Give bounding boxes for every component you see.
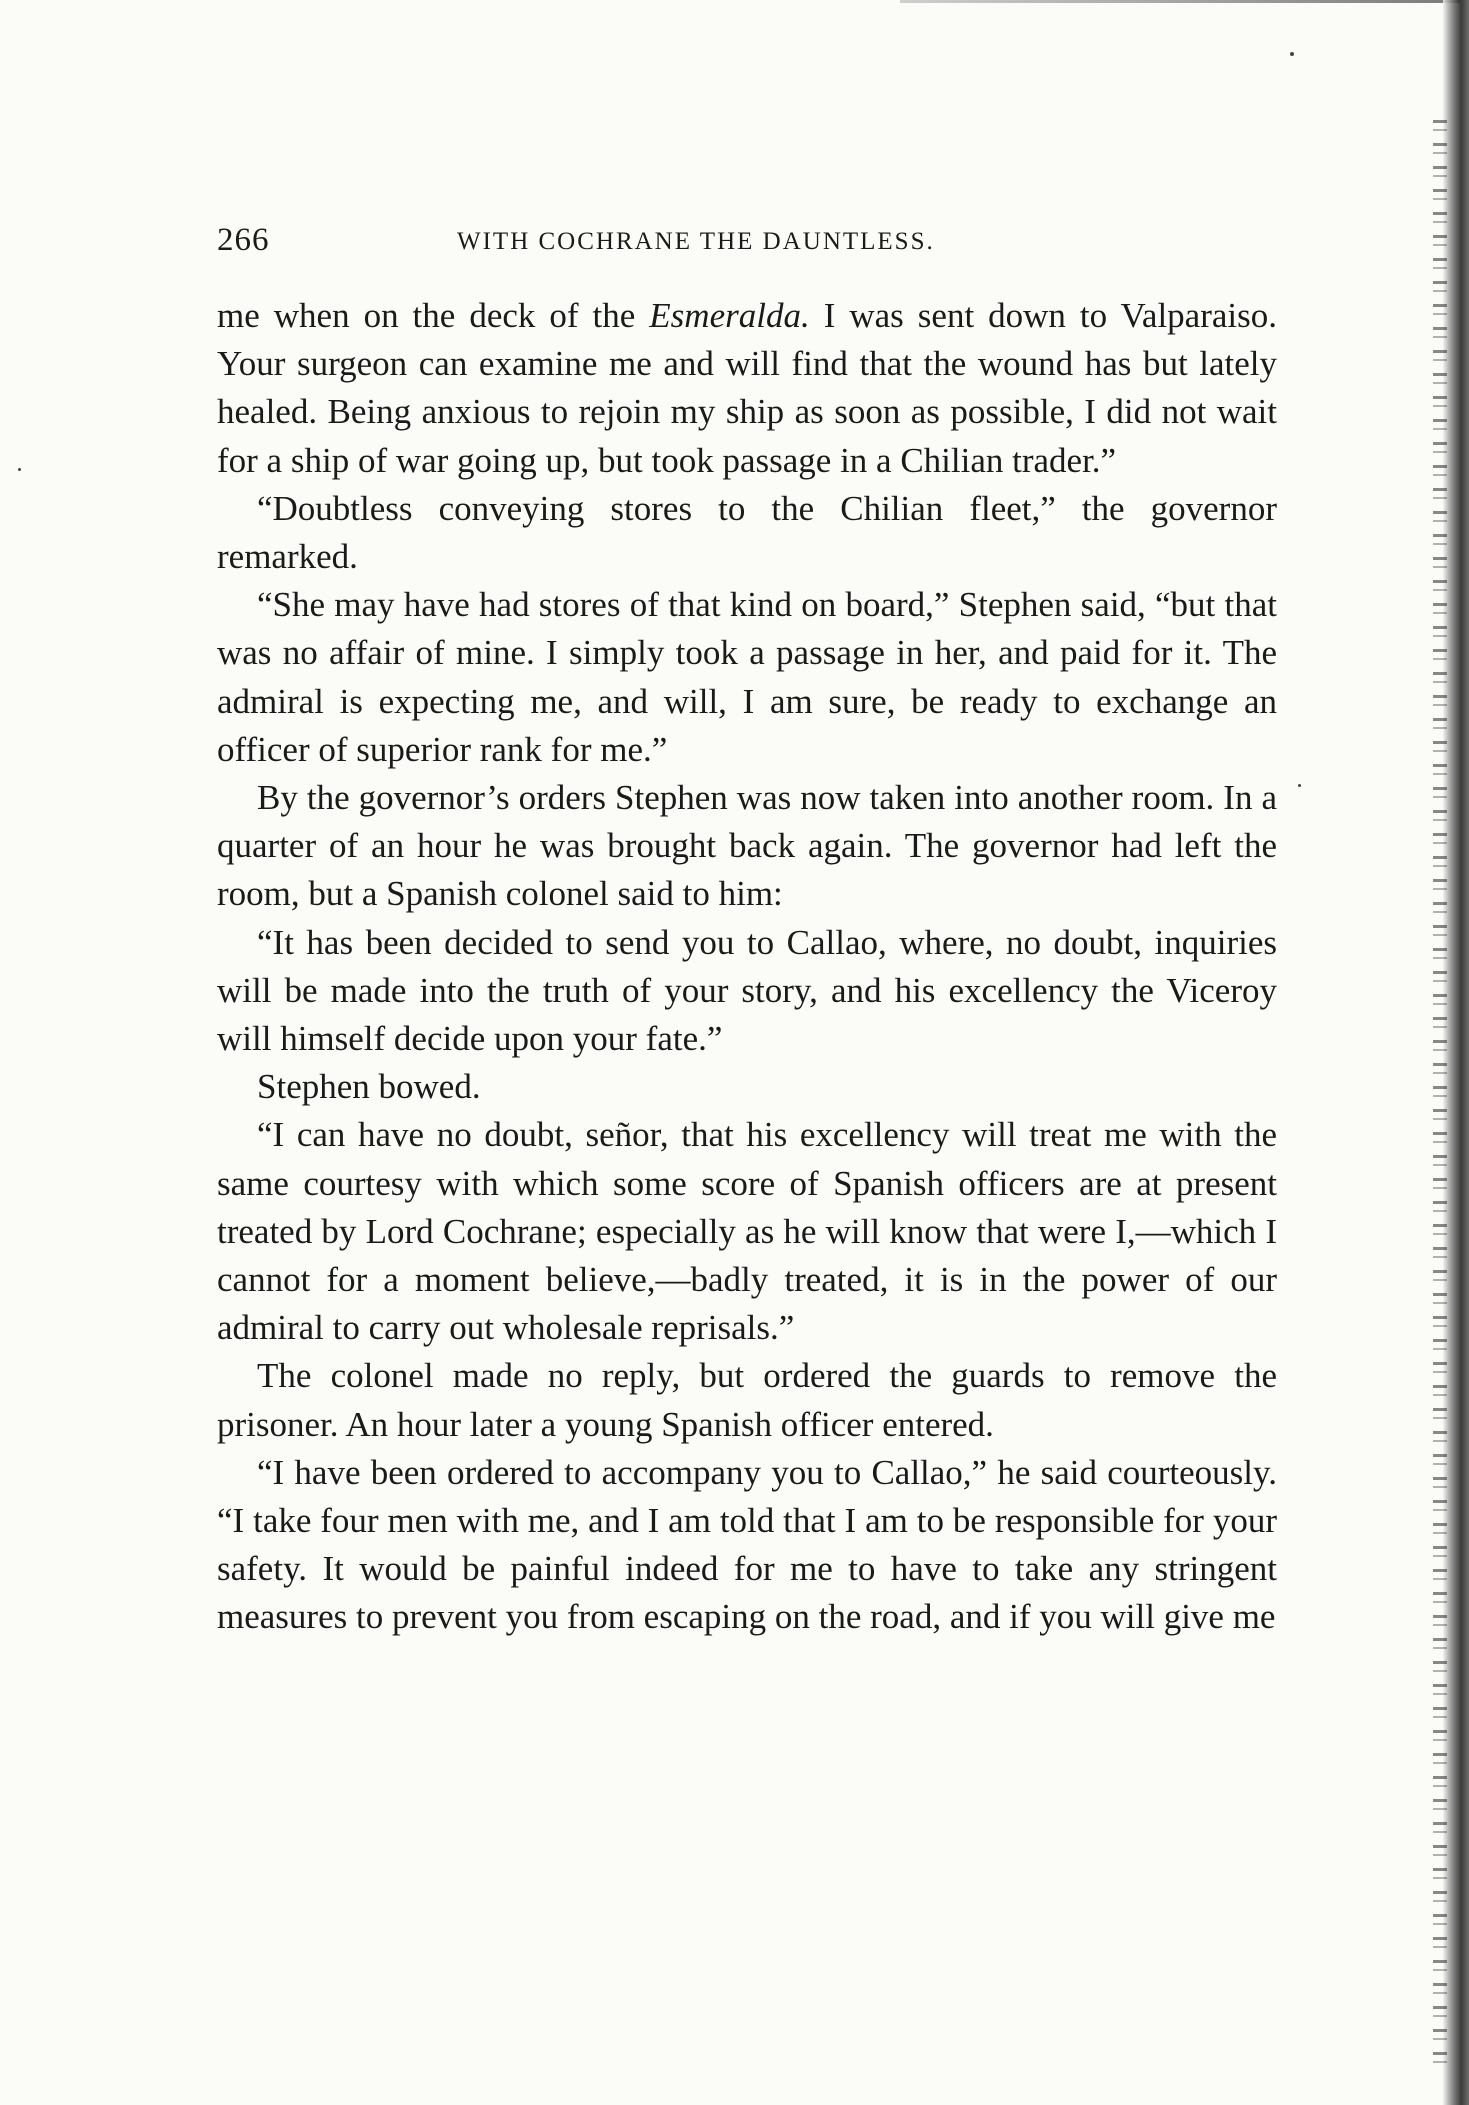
running-head: WITH COCHRANE THE DAUNTLESS.: [457, 228, 935, 255]
ink-speck: [1298, 784, 1301, 787]
paragraph: “She may have had stores of that kind on board,” Stephen said, “but that was no affair of mine. I simply took a passage in her, and paid for it. The admiral is expecting me, and will, I am sure, be ready to exchange an officer of superior rank for me.”: [217, 585, 1277, 769]
paragraph: Stephen bowed.: [257, 1067, 481, 1107]
page-header: [217, 222, 1277, 266]
paragraph: “Doubtless conveying stores to the Chilian fleet,” the governor remarked.: [217, 488, 1277, 577]
ink-speck: [1290, 52, 1294, 56]
paragraph: The colonel made no reply, but ordered the guards to remove the prisoner. An hour later a young Spanish officer entered.: [217, 1356, 1277, 1444]
paragraph: “I have been ordered to accompany you to Callao,” he said courteously. “I take four men with me, and I am told that I am to be responsible for your safety. It would be painful indeed for me to have to take any stringent measures to prevent you from escaping on the road, and if you will give me: [217, 1452, 1277, 1637]
page-number: 266: [217, 222, 270, 258]
ink-speck: [18, 468, 21, 471]
body-text: [217, 292, 1277, 1642]
paragraph: “It has been decided to send you to Callao, where, no doubt, inquiries will be made into the truth of your story, and his excellency the Viceroy will himself decide upon your fate.”: [217, 922, 1277, 1059]
paragraph: By the governor’s orders Stephen was now taken into another room. In a quarter of an hour he was brought back again. The governor had left the room, but a Spanish colonel said to him:: [217, 778, 1277, 914]
paragraph: “I can have no doubt, señor, that his excellency will treat me with the same courtesy with which some score of Spanish officers are at present treated by Lord Cochrane; especially as he will know that were I,—which I cannot for a moment believe,—badly treated, it is in the power of our admiral to carry out wholesale reprisals.”: [217, 1115, 1277, 1348]
ship-name: Esmeralda.: [649, 296, 810, 335]
binding-shadow: [1433, 120, 1447, 2070]
top-edge-rule: [900, 0, 1460, 3]
paragraph-continued: me when on the deck of the Esmeralda. I was sent down to Valparaiso. Your surgeon can examine me and will find that the wound has but lately healed. Being anxious to rejoin my ship as soon as possible, I did not wait for a ship of war going up, but took passage in a Chilian trader.”: [217, 296, 1277, 480]
